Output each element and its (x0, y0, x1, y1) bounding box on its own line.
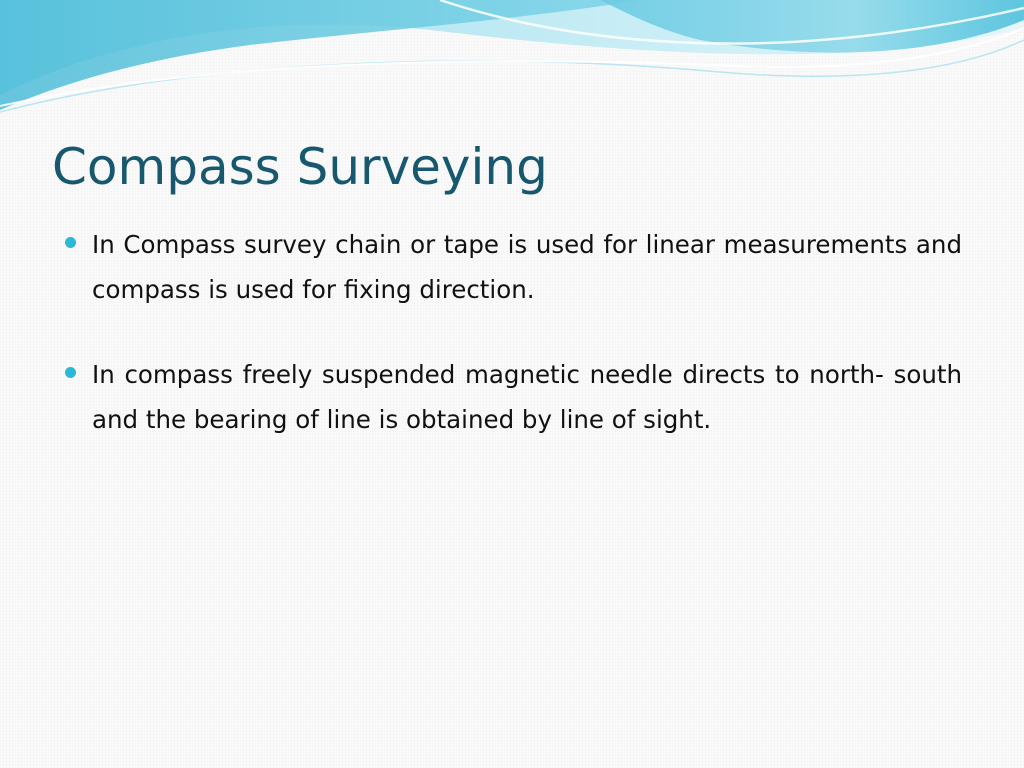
bullet-text: In compass freely suspended magnetic needle directs to north- south and the bearing of line is obtained by line of sight. (92, 360, 962, 434)
bullet-dot-icon (65, 367, 76, 378)
slide-title: Compass Surveying (52, 138, 548, 196)
header-wave-decoration (0, 0, 1024, 120)
bullet-dot-icon (65, 237, 76, 248)
bullet-list (62, 222, 962, 482)
bullet-item (62, 222, 962, 312)
bullet-text: In Compass survey chain or tape is used for linear measurements and compass is used for fixing direction. (92, 230, 962, 304)
bullet-item (62, 352, 962, 442)
